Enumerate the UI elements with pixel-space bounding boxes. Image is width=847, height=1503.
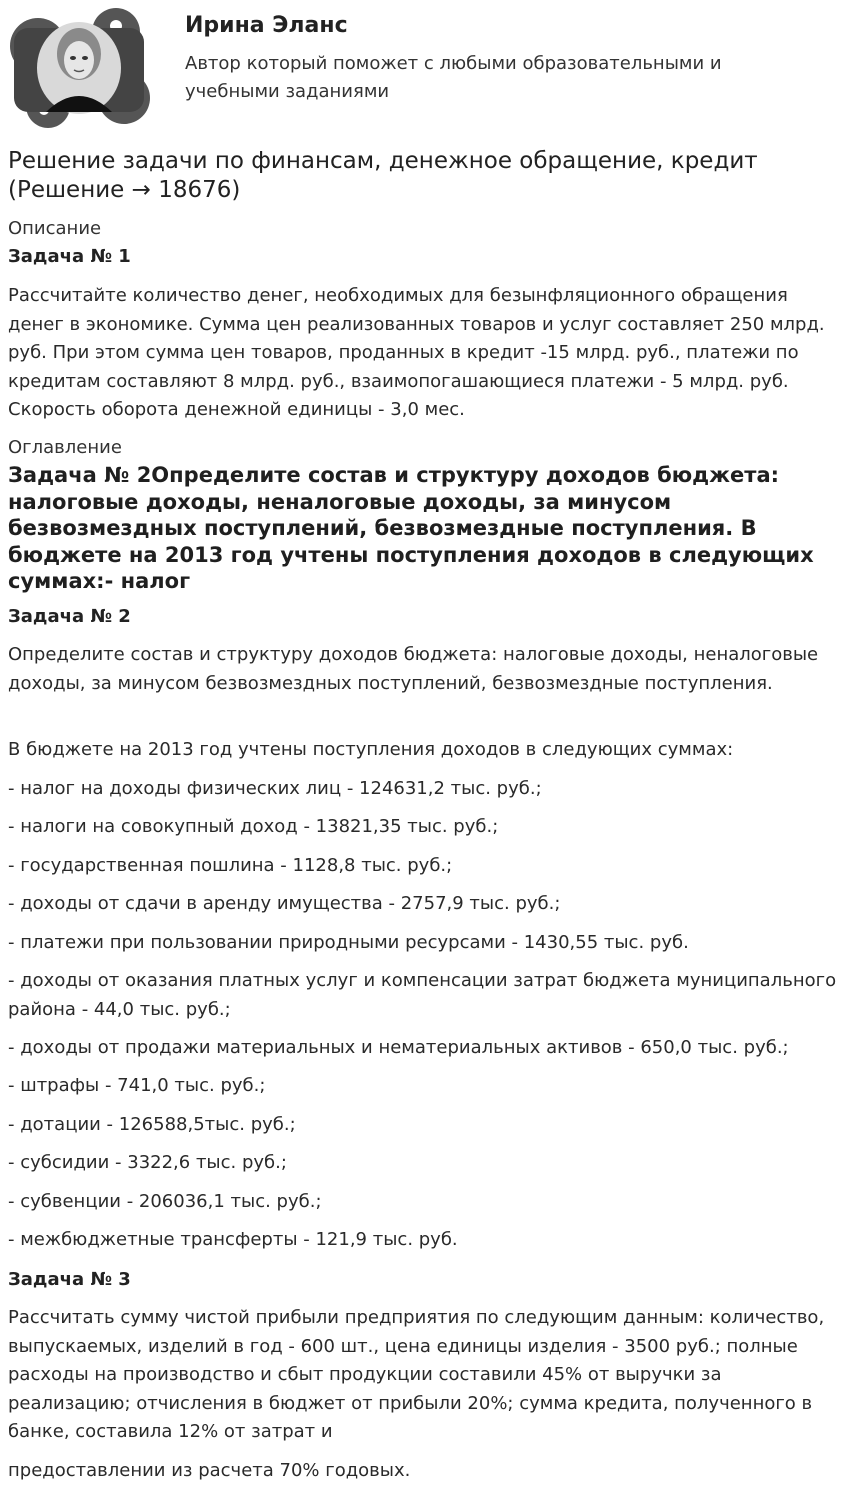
- income-item: - налог на доходы физических лиц - 124631,2 тыс. руб.;: [8, 778, 542, 799]
- author-bio: Автор который поможет с любыми образовательными и учебными заданиями: [185, 53, 722, 102]
- task-3-text-2: предоставлении из расчета 70% годовых.: [8, 1460, 411, 1481]
- income-item: - субвенции - 206036,1 тыс. руб.;: [8, 1191, 322, 1212]
- description-label: Описание: [8, 218, 102, 239]
- author-avatar[interactable]: [6, 6, 152, 130]
- task-1-text: Рассчитайте количество денег, необходимых для безынфляционного обращения денег в экономике. Сумма цен реализованных товаров и услуг составляет 250 млрд. руб. При этом сумма цен товаров, проданных в кредит -15 млрд. руб., платежи по кредитам составляют 8 млрд. руб., взаимопогашающиеся платежи - 5 млрд. руб. Скорость оборота денежной единицы - 3,0 мес.: [8, 285, 825, 420]
- page-title: Решение задачи по финансам, денежное обращение, кредит (Решение → 18676): [8, 148, 758, 203]
- income-item: - дотации - 126588,5тыс. руб.;: [8, 1114, 296, 1135]
- income-item: - платежи при пользовании природными ресурсами - 1430,55 тыс. руб.: [8, 932, 689, 953]
- income-item: - доходы от оказания платных услуг и компенсации затрат бюджета муниципального района - 44,0 тыс. руб.;: [8, 970, 837, 1020]
- author-photo: [37, 22, 121, 114]
- income-item: - доходы от продажи материальных и нематериальных активов - 650,0 тыс. руб.;: [8, 1037, 789, 1058]
- income-item: - государственная пошлина - 1128,8 тыс. руб.;: [8, 855, 453, 876]
- author-name[interactable]: Ирина Эланс: [185, 13, 348, 38]
- task-2-heading: Задача № 2: [8, 606, 131, 627]
- income-item: - штрафы - 741,0 тыс. руб.;: [8, 1075, 266, 1096]
- author-header: [0, 0, 847, 140]
- toc-text: Задача № 2Определите состав и структуру доходов бюджета: налоговые доходы, неналоговые доходы, за минусом безвозмездных поступлений, безвозмездные поступления. В бюджете на 2013 год учтены поступления доходов в следующих суммах:- налог: [8, 463, 814, 593]
- income-item: - субсидии - 3322,6 тыс. руб.;: [8, 1152, 287, 1173]
- toc-label: Оглавление: [8, 437, 122, 458]
- task-2-text-1: Определите состав и структуру доходов бюджета: налоговые доходы, неналоговые доходы, за минусом безвозмездных поступлений, безвозмездные поступления.: [8, 644, 819, 694]
- task-3-heading: Задача № 3: [8, 1269, 131, 1290]
- task-1-heading: Задача № 1: [8, 246, 131, 267]
- income-item: - межбюджетные трансферты - 121,9 тыс. руб.: [8, 1229, 458, 1250]
- task-3-text-1: Рассчитать сумму чистой прибыли предприятия по следующим данным: количество, выпускаемых, изделий в год - 600 шт., цена единицы изделия - 3500 руб.; полные расходы на производство и сбыт продукции составили 45% от выручки за реализацию; отчисления в бюджет от прибыли 20%; сумма кредита, полученного в банке, составила 12% от затрат и: [8, 1307, 825, 1442]
- income-item: - доходы от сдачи в аренду имущества - 2757,9 тыс. руб.;: [8, 893, 561, 914]
- income-item: - налоги на совокупный доход - 13821,35 тыс. руб.;: [8, 816, 499, 837]
- task-2-text-2: В бюджете на 2013 год учтены поступления доходов в следующих суммах:: [8, 739, 734, 760]
